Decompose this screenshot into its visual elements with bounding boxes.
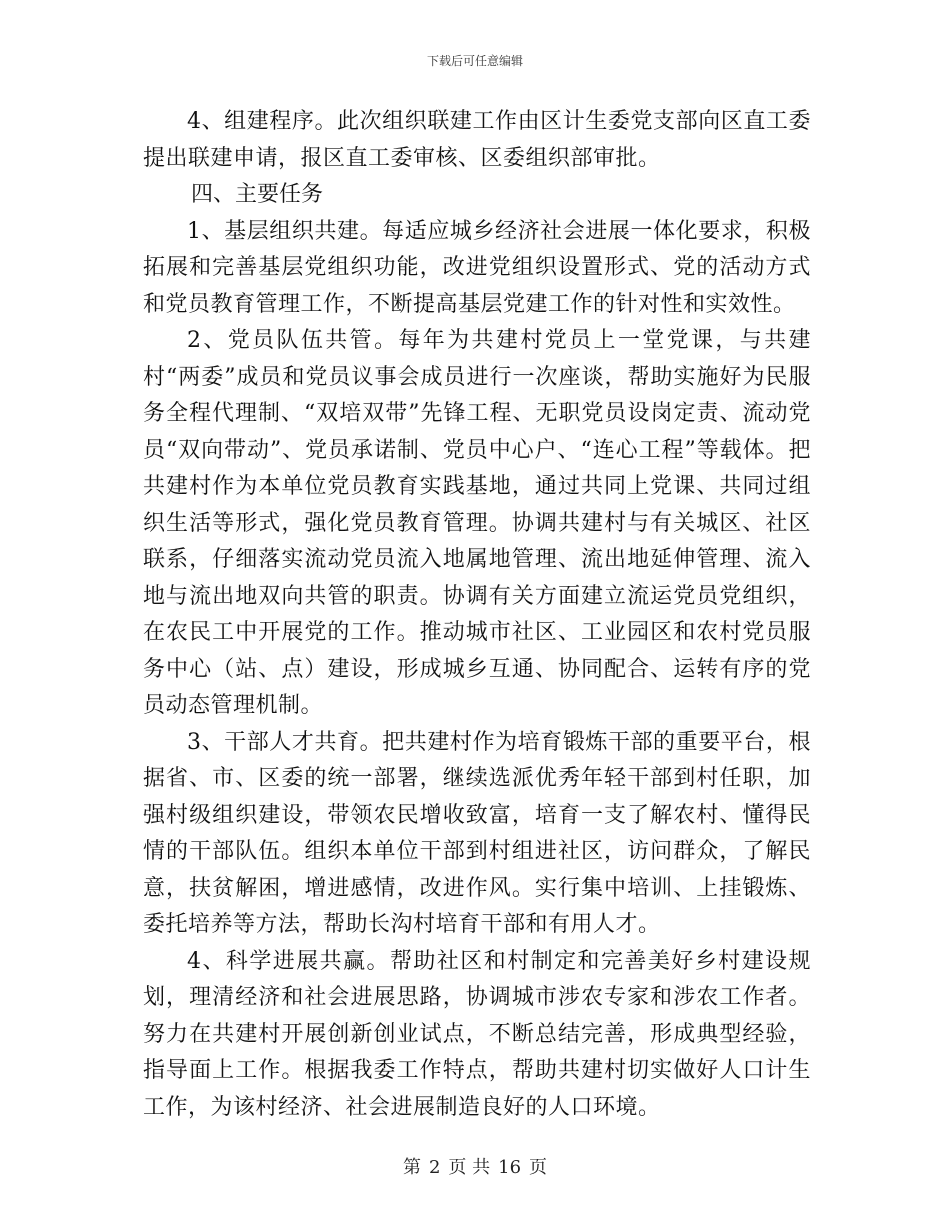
paragraph-scientific-development: 4、科学进展共赢。帮助社区和村制定和完善美好乡村建设规划，理清经济和社会进展思路，协调城市涉农专家和涉农工作者。努力在共建村开展创新创业试点，不断总结完善，形成典型经验，指导面上工作。根据我委工作特点，帮助共建村切实做好人口计生工作，为该村经济、社会进展制造良好的人口环境。 xyxy=(143,948,811,1120)
paragraph-grassroots-organization: 1、基层组织共建。每适应城乡经济社会进展一体化要求，积极拓展和完善基层党组织功能，改进党组织设置形式、党的活动方式和党员教育管理工作，不断提高基层党建工作的针对性和实效性。 xyxy=(143,218,811,317)
page-number-footer xyxy=(0,1153,950,1179)
footer-suffix: 页 xyxy=(529,1157,548,1178)
section-heading-main-tasks: 四、主要任务 xyxy=(191,182,324,207)
paragraph-cadre-training: 3、干部人才共育。把共建村作为培育锻炼干部的重要平台，根据省、市、区委的统一部署，继续选派优秀年轻干部到村任职，加强村级组织建设，带领农民增收致富，培育一支了解农村、懂得民情的干部队伍。组织本单位干部到村组进社区，访问群众，了解民意，扶贫解困，增进感情，改进作风。实行集中培训、上挂锻炼、委托培养等方法，帮助长沟村培育干部和有用人才。 xyxy=(143,729,811,937)
header-note: 下载后可任意编辑 xyxy=(426,54,523,68)
total-pages-number: 16 xyxy=(498,1157,522,1178)
paragraph-party-member-management: 2、党员队伍共管。每年为共建村党员上一堂党课，与共建村“两委”成员和党员议事会成员进行一次座谈，帮助实施好为民服务全程代理制、“双培双带”先锋工程、无职党员设岗定责、流动党员“双向带动”、党员承诺制、党员中心户、“连心工程”等载体。把共建村作为本单位党员教育实践基地，通过共同上党课、共同过组织生活等形式，强化党员教育管理。协调共建村与有关城区、社区联系，仔细落实流动党员流入地属地管理、流出地延伸管理、流入地与流出地双向共管的职责。协调有关方面建立流运党员党组织，在农民工中开展党的工作。推动城市社区、工业园区和农村党员服务中心（站、点）建设，形成城乡互通、协同配合、运转有序的党员动态管理机制。 xyxy=(143,328,811,718)
current-page-number: 2 xyxy=(428,1157,441,1178)
document-body xyxy=(143,104,811,1126)
paragraph-organization-procedure: 4、组建程序。此次组织联建工作由区计生委党支部向区直工委提出联建申请，报区直工委审核、区委组织部审批。 xyxy=(143,109,811,171)
footer-middle: 页 共 xyxy=(448,1157,491,1178)
footer-prefix: 第 xyxy=(402,1157,421,1178)
